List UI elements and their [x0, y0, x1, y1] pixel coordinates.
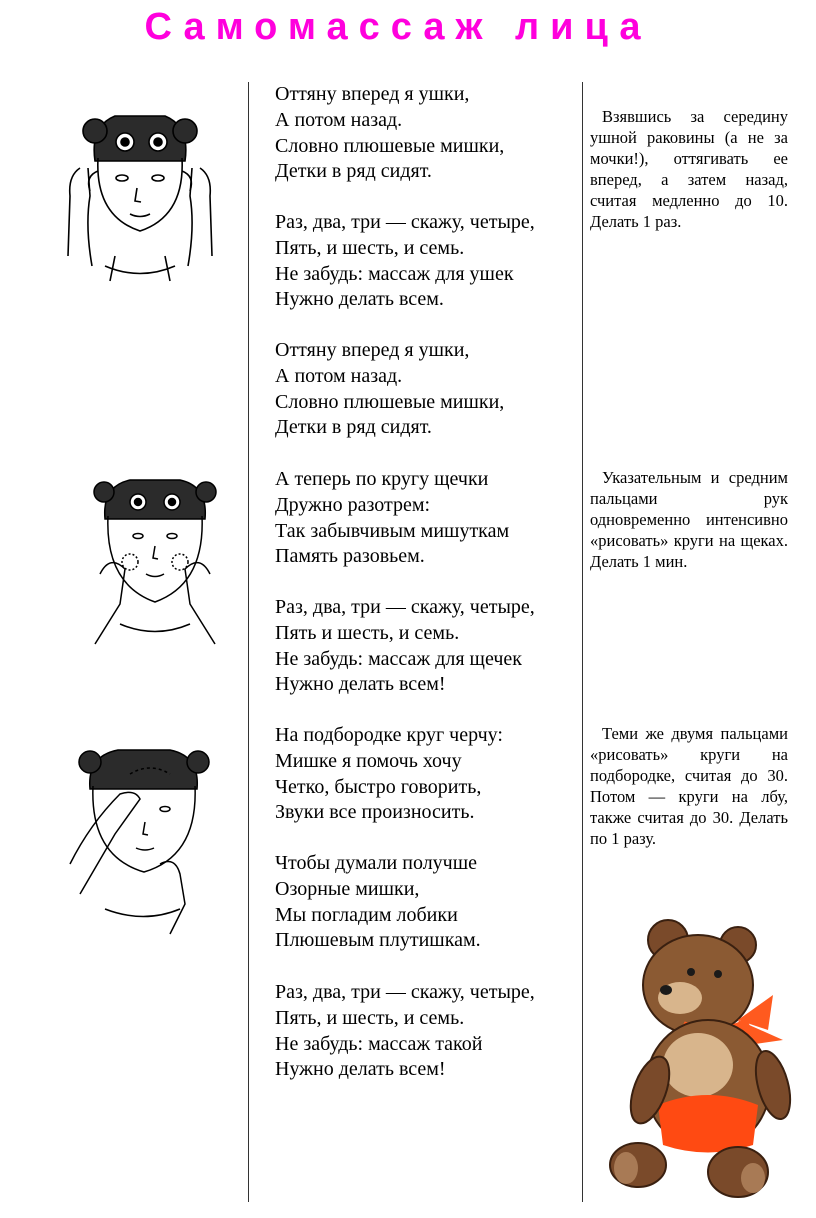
- poem-stanza: [275, 210, 535, 313]
- poem-line: Звуки все произносить.: [275, 801, 475, 824]
- instruction-ears: Взявшись за середину ушной раковины (а не за мочки!), оттягивать ее вперед, а затем назад, считая медленно до 10. Делать 1 раз.: [590, 107, 788, 231]
- poem-line: Мишке я помочь хочу: [275, 749, 462, 772]
- poem-line: Четко, быстро говорить,: [275, 775, 482, 798]
- teddy-bear-illustration: [588, 910, 810, 1210]
- column-divider-right: [582, 82, 583, 1202]
- poem-line: Не забудь: массаж такой: [275, 1032, 483, 1055]
- chin-forehead-massage-illustration: [60, 744, 220, 944]
- poem-line: Чтобы думали получше: [275, 852, 478, 874]
- ear-massage-illustration: [40, 106, 240, 286]
- instruction-chin-forehead: Теми же двумя пальцами «рисовать» круги на подбородке, считая до 30. Потом — круги на лбу, также считая до 30. Делать по 1 разу.: [590, 724, 788, 848]
- cheek-massage-illustration: [80, 474, 230, 664]
- poem-stanza: [275, 851, 481, 954]
- poem-stanza: [275, 338, 504, 441]
- poem-line: А потом назад.: [275, 364, 403, 387]
- poem-line: Дружно разотрем:: [275, 493, 431, 516]
- poem-stanza: [275, 595, 535, 698]
- poem-line: Словно плюшевые мишки,: [275, 390, 505, 413]
- poem-line: Раз, два, три — скажу, четыре,: [275, 981, 535, 1003]
- column-divider-left: [248, 82, 249, 1202]
- poem-line: Пять и шесть, и семь.: [275, 621, 460, 644]
- poem-line: Детки в ряд сидят.: [275, 416, 432, 439]
- poem-line: А теперь по кругу щечки: [275, 468, 489, 490]
- poem-line: Оттяну вперед я ушки,: [275, 339, 470, 361]
- page-title: Самомассаж лица: [144, 6, 652, 48]
- poem-line: Нужно делать всем!: [275, 1058, 446, 1081]
- poem-stanza: [275, 467, 509, 570]
- poem-line: Раз, два, три — скажу, четыре,: [275, 596, 535, 618]
- poem-line: Пять, и шесть, и семь.: [275, 1006, 465, 1029]
- poem-line: Не забудь: массаж для щечек: [275, 647, 522, 670]
- poem-line: Озорные мишки,: [275, 877, 420, 900]
- poem-stanza: [275, 82, 504, 185]
- poem-line: Пять, и шесть, и семь.: [275, 236, 465, 259]
- poem-line: Раз, два, три — скажу, четыре,: [275, 211, 535, 233]
- poem-stanza: [275, 723, 503, 826]
- instruction-cheeks: Указательным и средним пальцами рук одновременно интенсивно «рисовать» круги на щеках. Делать 1 мин.: [590, 468, 788, 571]
- poem-line: Детки в ряд сидят.: [275, 160, 432, 183]
- poem-line: Плюшевым плутишкам.: [275, 929, 481, 952]
- poem-line: А потом назад.: [275, 108, 403, 131]
- poem-line: Словно плюшевые мишки,: [275, 134, 505, 157]
- poem-line: Так забывчивым мишуткам: [275, 519, 510, 542]
- poem-line: Нужно делать всем.: [275, 288, 444, 311]
- poem-stanza: [275, 980, 535, 1083]
- poem-line: Оттяну вперед я ушки,: [275, 83, 470, 105]
- poem-line: Не забудь: массаж для ушек: [275, 262, 514, 285]
- poem-line: Мы погладим лобики: [275, 903, 458, 926]
- poem-line: Память разовьем.: [275, 545, 425, 568]
- poem-line: На подбородке круг черчу:: [275, 724, 503, 746]
- poem-line: Нужно делать всем!: [275, 673, 446, 696]
